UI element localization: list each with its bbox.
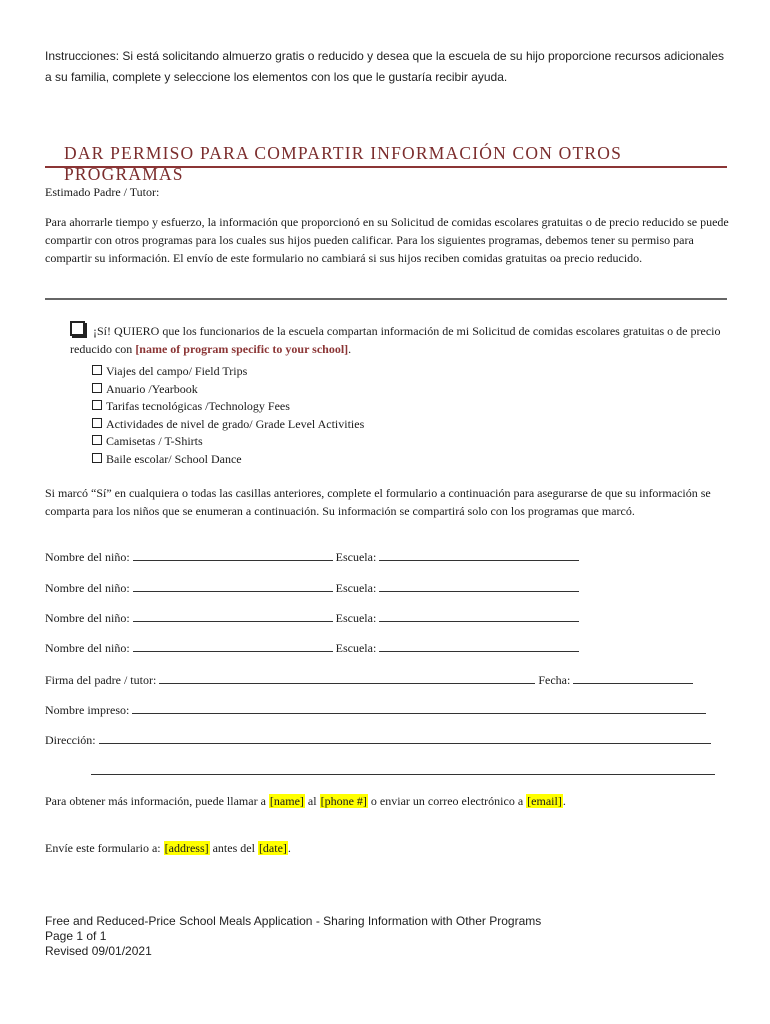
date-placeholder: [date]: [258, 841, 287, 855]
send-to-middle: antes del: [209, 841, 258, 855]
option-label: Viajes del campo/ Field Trips: [106, 364, 248, 378]
printed-name-label: Nombre impreso:: [45, 703, 130, 717]
signature-field[interactable]: [159, 672, 535, 684]
school-field[interactable]: [379, 549, 579, 561]
signature-label: Firma del padre / tutor:: [45, 673, 157, 687]
intro-paragraph: Para ahorrarle tiempo y esfuerzo, la información que proporcionó en su Solicitud de comidas escolares gratuitas o de precio reducido se puede compartir con otros programas para los cuales sus hijos pueden calificar. Para los siguientes programas, debemos tener su permiso para compartir su información. El envío de este formulario no cambiará si sus hijos reciben comidas gratuitas oa precio reducido.: [45, 215, 729, 265]
school-label: Escuela:: [335, 550, 377, 564]
option-field-trips[interactable]: [92, 363, 364, 381]
salutation: Estimado Padre / Tutor:: [45, 185, 160, 199]
child-name-field[interactable]: [133, 640, 333, 652]
printed-name-field[interactable]: [132, 702, 706, 714]
contact-middle: al: [304, 794, 320, 808]
consent-row: [70, 321, 730, 358]
child-name-label: Nombre del niño:: [45, 550, 130, 564]
consent-period: .: [348, 342, 352, 356]
contact-phone-placeholder: [phone #]: [320, 794, 367, 808]
send-to-prefix: Envíe este formulario a:: [45, 841, 164, 855]
heading-divider: [45, 166, 727, 168]
address-label: Dirección:: [45, 733, 96, 747]
school-label: Escuela:: [335, 641, 377, 655]
child-name-field[interactable]: [133, 549, 333, 561]
consent-text: ¡Sí! QUIERO que los funcionarios de la escuela compartan información de mi Solicitud de comidas escolares gratuitas o de precio reducido con: [70, 324, 721, 356]
address-field-line-2[interactable]: [91, 762, 715, 775]
printed-name-row: [45, 702, 706, 718]
child-row-2: [45, 580, 579, 596]
option-label: Camisetas / T-Shirts: [106, 434, 203, 448]
option-school-dance[interactable]: [92, 451, 364, 469]
school-label: Escuela:: [335, 611, 377, 625]
footer-page-number: Page 1 of 1: [45, 929, 107, 943]
child-row-4: [45, 640, 579, 656]
option-checkbox[interactable]: [92, 365, 102, 375]
option-checkbox[interactable]: [92, 383, 102, 393]
send-to-suffix: .: [287, 841, 291, 855]
school-label: Escuela:: [335, 581, 377, 595]
option-checkbox[interactable]: [92, 400, 102, 410]
child-name-field[interactable]: [133, 580, 333, 592]
address-row: [45, 732, 711, 748]
option-checkbox[interactable]: [92, 453, 102, 463]
consent-checkbox[interactable]: [70, 321, 85, 336]
school-field[interactable]: [379, 580, 579, 592]
school-field[interactable]: [379, 610, 579, 622]
date-label: Fecha:: [538, 673, 571, 687]
contact-name-placeholder: [name]: [269, 794, 304, 808]
child-name-label: Nombre del niño:: [45, 641, 130, 655]
contact-line: [45, 793, 566, 809]
contact-middle-2: o enviar un correo electrónico a: [367, 794, 527, 808]
section-heading: DAR PERMISO PARA COMPARTIR INFORMACIÓN CON OTROS PROGRAMAS: [64, 143, 623, 184]
child-name-field[interactable]: [133, 610, 333, 622]
option-checkbox[interactable]: [92, 418, 102, 428]
program-options: [92, 363, 364, 468]
option-technology-fees[interactable]: [92, 398, 364, 416]
option-checkbox[interactable]: [92, 435, 102, 445]
address-field[interactable]: [99, 732, 711, 744]
child-name-label: Nombre del niño:: [45, 611, 130, 625]
page-footer: [45, 914, 541, 959]
instructions-text: Instrucciones: Si está solicitando almuerzo gratis o reducido y desea que la escuela de su hijo proporcione recursos adicionales a su familia, complete y seleccione los elementos con los que le gustaría recibir ayuda.: [45, 49, 725, 84]
school-field[interactable]: [379, 640, 579, 652]
contact-prefix: Para obtener más información, puede llamar a: [45, 794, 269, 808]
section-divider: [45, 298, 727, 300]
child-row-1: [45, 549, 579, 565]
option-label: Anuario /Yearbook: [106, 381, 198, 396]
signature-row: [45, 672, 693, 688]
program-placeholder: [name of program specific to your school]: [135, 342, 349, 356]
option-t-shirts[interactable]: [92, 433, 364, 451]
option-label: Baile escolar/ School Dance: [106, 451, 242, 466]
contact-suffix: .: [562, 794, 566, 808]
child-name-label: Nombre del niño:: [45, 581, 130, 595]
option-label: Actividades de nivel de grado/ Grade Level Activities: [106, 416, 365, 431]
option-grade-level-activities[interactable]: [92, 416, 364, 434]
contact-email-placeholder: [email]: [527, 794, 562, 808]
followup-paragraph: Si marcó “Sí” en cualquiera o todas las casillas anteriores, complete el formulario a continuación para asegurarse de que su información se comparta para los niños que se enumeran a continuación. Su información se compartirá solo con los programas que marcó.: [45, 486, 711, 518]
child-row-3: [45, 610, 579, 626]
option-label: Tarifas tecnológicas /Technology Fees: [106, 399, 290, 413]
send-to-line: [45, 840, 291, 856]
footer-revised-date: Revised 09/01/2021: [45, 944, 152, 958]
date-field[interactable]: [573, 672, 693, 684]
address-placeholder: [address]: [164, 841, 209, 855]
option-yearbook[interactable]: [92, 381, 364, 399]
footer-title: Free and Reduced-Price School Meals Application - Sharing Information with Other Programs: [45, 914, 542, 928]
